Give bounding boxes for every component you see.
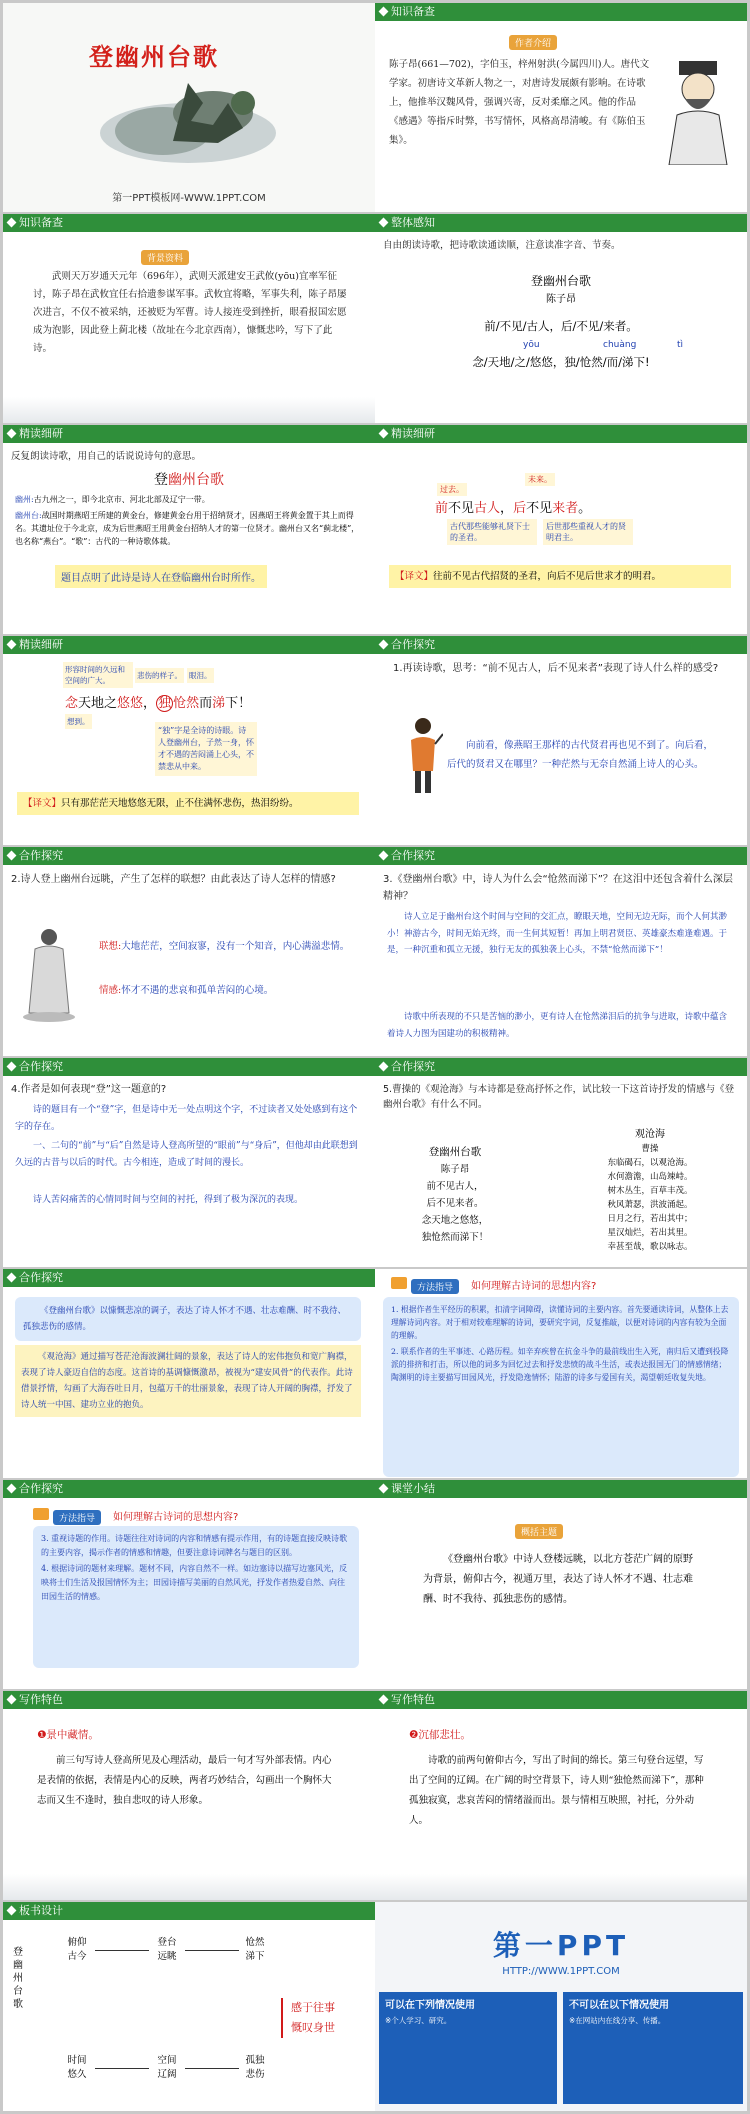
slide-q3 xyxy=(375,847,747,1056)
slide-header: 写作特色 xyxy=(375,1691,747,1709)
board-node: 空间辽阔 xyxy=(157,2055,177,2080)
slide-footer-text: 第一PPT模板网-WWW.1PPT.COM xyxy=(112,193,266,204)
teacher-figure-icon xyxy=(403,716,443,796)
slide-header: 知识备查 xyxy=(3,214,375,232)
slide-header: 合作探究 xyxy=(375,636,747,654)
slide-end xyxy=(375,1902,747,2111)
slide-q5 xyxy=(375,1058,747,1267)
slide-background xyxy=(3,214,375,423)
slide-header: 合作探究 xyxy=(3,1480,375,1498)
right-poem-author: 曹操 xyxy=(641,1144,659,1154)
notes-title-b: 幽州台歌 xyxy=(168,472,224,488)
background-text: 武则天万岁通天元年（696年），武则天派建安王武攸(yōu)宜率军征讨，陈子昂在武攸宜任右拾遗参谋军事。武攸宜将略，军事失利，陈子昂屡次进言，不仅不被采纳，还被贬为军曹。诗人接连受到挫折，眼看报国宏愿成为泡影，因此登上蓟北楼（故址在今北京西南），慷慨悲吟，写下了此诗。 xyxy=(33,271,347,354)
author-text: 陈子昂(661—702)，字伯玉，梓州射洪(今属四川)人。唐代文学家。初唐诗文革新人物之一，对唐诗发展颇有影响。在诗歌上，他推举汉魏风骨，强调兴寄，反对柔靡之风。他的作品《感遇》等指斥时弊，书写情怀，风格高昂清峻。有《陈伯玉集》。 xyxy=(389,59,650,146)
answer-3: 诗人立足于幽州台这个时间与空间的交汇点，瞭眼天地，空间无边无际，而个人何其渺小！神游古今，时间无始无终，而一生何其短暂！再加上明君贤臣、英雄豪杰难逢难遇。于是，一种沉重和孤立无援，独行无友的孤独袭上心头，不禁“怆然而涕下”！ xyxy=(387,912,728,955)
method-badge: 方法指导 xyxy=(53,1506,101,1525)
pinyin-you: yōu xyxy=(523,340,540,350)
method-point-2: 2. 联系作者的生平事迹、心路历程。如辛弃疾曾在抗金斗争的最前线出生入死，南归后又遭到投降派的排挤和打击，所以他的词多为回忆过去和抒发悲愤的战斗生活，或表达报国无门的情感情绪；陶渊明的诗主要描写田园风光，抒发隐逸情怀；陆游的诗多与爱国有关，渴望朝廷收复失地。 xyxy=(391,1347,729,1382)
bubble-think: 想到。 xyxy=(65,714,92,729)
answer-2b: 情感:怀才不遇的悲哀和孤单苦闷的心境。 xyxy=(99,985,274,996)
feature-title: ❶景中藏情。 xyxy=(37,1729,99,1741)
poet-figure-icon xyxy=(19,923,79,1023)
end-left-title: 可以在下列情况使用 xyxy=(385,2000,475,2011)
slide-feature-1 xyxy=(3,1691,375,1900)
slide-q1 xyxy=(375,636,747,845)
right-poem-line: 水何澹澹，山岛竦峙。 xyxy=(607,1172,693,1182)
end-left-panel xyxy=(379,1992,557,2104)
landscape-ink-painting xyxy=(93,73,283,168)
translation-box: 【译文】往前不见古代招贤的圣君，向后不见后世求才的明君。 xyxy=(389,565,731,588)
bottom-band xyxy=(3,397,375,423)
answer-4a: 诗的题目有一个“登”字，但是诗中无一处点明这个字，不过读者又处处感到有这个字的存在。 xyxy=(15,1105,358,1132)
right-poem-line: 秋风萧瑟，洪波涌起。 xyxy=(607,1200,693,1210)
method-box xyxy=(33,1526,359,1668)
slide-summary xyxy=(375,1480,747,1689)
slide-method-1 xyxy=(375,1269,747,1478)
slide-header: 精读细研 xyxy=(3,425,375,443)
right-poem-line: 树木丛生，百草丰茂。 xyxy=(607,1186,693,1196)
book-icon xyxy=(391,1277,407,1289)
notes-summary: 题目点明了此诗是诗人在登临幽州台时所作。 xyxy=(55,565,267,588)
method-box xyxy=(383,1297,739,1477)
eye-of-poem-note: “独”字是全诗的诗眼。诗人登幽州台，子然一身，怀才不遇的苦闷涌上心头，不禁悲从中来。 xyxy=(155,722,257,776)
left-poem-author: 陈子昂 xyxy=(440,1164,470,1175)
end-left-note: ※个人学习、研究。 xyxy=(385,2016,452,2025)
question-3: 3.《登幽州台歌》中，诗人为什么会“怆然而涕下”？在这泪中还包含着什么深层精神？ xyxy=(383,874,733,902)
slide-header: 知识备查 xyxy=(375,3,747,21)
board-arrow xyxy=(95,2068,149,2069)
note-future-kings: 后世那些重视人才的贤明君主。 xyxy=(543,519,633,545)
feature-title: ❷沉郁悲壮。 xyxy=(409,1729,471,1741)
poem-author: 陈子昂 xyxy=(546,294,576,305)
board-conclusion xyxy=(281,1998,335,2038)
notes-intro: 反复朗读诗歌，用自己的话说说诗句的意思。 xyxy=(11,451,202,462)
end-url: HTTP://WWW.1PPT.COM xyxy=(502,1966,620,1977)
slide-q4 xyxy=(3,1058,375,1267)
overall-intro: 自由朗读诗歌，把诗歌读通读顺，注意读准字音、节奏。 xyxy=(383,240,621,251)
slide-overall xyxy=(375,214,747,423)
slide-header: 精读细研 xyxy=(3,636,375,654)
left-poem-line: 后不见来者。 xyxy=(426,1198,484,1209)
right-poem-line: 东临碣石，以观沧海。 xyxy=(607,1158,693,1168)
background-badge: 背景资料 xyxy=(141,246,189,265)
slide-q2 xyxy=(3,847,375,1056)
left-poem-line: 独怆然而涕下！ xyxy=(421,1232,489,1243)
right-poem-line: 星汉灿烂，若出其里。 xyxy=(607,1228,693,1238)
bubble-sad: 悲伤的样子。 xyxy=(135,668,184,683)
method-point-3: 3. 重视诗题的作用。诗题往往对诗词的内容和情感有提示作用，有的诗题直接反映诗歌的主要内容，揭示作者的情感和情趣，但要注意诗词牌名与题目的区别。 xyxy=(41,1534,348,1557)
slide-title-notes xyxy=(3,425,375,634)
board-node: 孤独悲伤 xyxy=(245,2055,265,2080)
notes-title xyxy=(3,469,375,489)
label-past: 过去。 xyxy=(437,483,467,496)
feature-text: 前三句写诗人登高所见及心理活动，最后一句才写外部表情。内心是表情的依据，表情是内心的反映，两者巧妙结合，勾画出一个胸怀大志而又生不逢时，独自悲叹的诗人形象。 xyxy=(37,1755,332,1806)
compare-box-2: 《观沧海》通过描写苍茫沧海波澜壮阔的景象，表达了诗人的宏伟抱负和宽广胸襟，表现了诗人豪迈自信的态度。这首诗的基调慷慨激昂，被视为“建安风骨”的代表作。此诗借景抒情，勾画了大海吞吐日月，包蕴万千的壮丽景象，表现了诗人开阔的胸襟，抒发了诗人统一中国、建功立业的抱负。 xyxy=(15,1345,361,1417)
poem-line-2: 念/天地/之/悠悠，独/怆然/而/涕下! xyxy=(472,355,650,369)
left-poem-line: 前不见古人， xyxy=(426,1181,484,1192)
label-future: 未来。 xyxy=(525,473,555,486)
author-portrait xyxy=(657,55,739,165)
slide-feature-2 xyxy=(375,1691,747,1900)
line2-text: 念天地之悠悠， 独 怆然而涕下！ xyxy=(65,696,252,711)
board-arrow xyxy=(185,1950,239,1951)
bubble-tears: 眼泪。 xyxy=(187,668,214,683)
slide-header: 合作探究 xyxy=(3,847,375,865)
poem-title: 登幽州台歌 xyxy=(530,274,591,288)
left-poem-title: 登幽州台歌 xyxy=(428,1146,482,1158)
board-conclusion-2: 慨叹身世 xyxy=(291,2021,335,2034)
slide-header: 合作探究 xyxy=(375,847,747,865)
question-1: 1.再读诗歌，思考：“前不见古人，后不见来者”表现了诗人什么样的感受? xyxy=(393,663,719,674)
method-badge: 方法指导 xyxy=(411,1275,459,1294)
slide-header: 合作探究 xyxy=(3,1269,375,1287)
slide-header: 合作探究 xyxy=(3,1058,375,1076)
compare-box-1: 《登幽州台歌》以慷慨悲凉的调子，表达了诗人怀才不遇、壮志难酬、时不我待、孤独悲伤的感情。 xyxy=(15,1297,361,1341)
slide-header: 精读细研 xyxy=(375,425,747,443)
board-node: 时间悠久 xyxy=(67,2055,87,2080)
bottom-band xyxy=(3,1874,375,1900)
slide-header: 板书设计 xyxy=(3,1902,375,1920)
end-right-note: ※在网站内在线分享、传播。 xyxy=(569,2016,666,2025)
board-arrow xyxy=(185,2068,239,2069)
right-poem-line: 日月之行，若出其中； xyxy=(607,1214,693,1224)
theme-badge: 概括主题 xyxy=(515,1520,563,1539)
question-5: 5.曹操的《观沧海》与本诗都是登高抒怀之作，试比较一下这首诗抒发的情感与《登幽州台歌》有什么不同。 xyxy=(383,1084,735,1110)
summary-text: 《登幽州台歌》中诗人登楼远眺，以北方苍茫广阔的原野为背景，俯仰古今，视通万里，表达了诗人怀才不遇、壮志难酬、时不我待、孤独悲伤的感情。 xyxy=(423,1554,693,1605)
method-point-4: 4. 根据诗词的题材来理解。题材不同，内容自然不一样。如边塞诗以描写边塞风光，反映将士们生活及报国情怀为主；田园诗描写美丽的自然风光，抒发作者热爱自然、向往田园生活的情感。 xyxy=(41,1564,348,1601)
end-logo: 第一PPT xyxy=(492,1929,630,1962)
board-root: 登幽州台歌 xyxy=(13,1947,23,2010)
slide-title xyxy=(3,3,375,212)
bubble-vast: 形容时间的久远和空间的广大。 xyxy=(63,662,133,688)
method-question: 如何理解古诗词的思想内容? xyxy=(113,1512,239,1523)
slide-board-design xyxy=(3,1902,375,2111)
slide-line1 xyxy=(375,425,747,634)
slide-header: 写作特色 xyxy=(3,1691,375,1709)
question-2: 2.诗人登上幽州台远眺，产生了怎样的联想？由此表达了诗人怎样的情感? xyxy=(11,874,336,885)
left-poem xyxy=(395,1144,515,1246)
slide-header: 整体感知 xyxy=(375,214,747,232)
slide-author xyxy=(375,3,747,212)
poem-line-1: 前/不见/古人，后/不见/来者。 xyxy=(484,319,638,333)
board-node: 俯仰古今 xyxy=(67,1937,87,1962)
end-right-title: 不可以在以下情况使用 xyxy=(569,2000,669,2011)
end-right-panel xyxy=(563,1992,743,2104)
answer-4b: 一、二句的“前”与“后”自然是诗人登高所望的“眼前”与“身后”，但他却由此联想到久远的古昔与以后的时代。古今相连，造成了时间的漫长。 xyxy=(15,1141,358,1168)
line1-text: 前不见古人，后不见来者。 xyxy=(435,501,592,516)
method-question: 如何理解古诗词的思想内容? xyxy=(471,1281,597,1292)
feature-text: 诗歌的前两句俯仰古今，写出了时间的绵长。第三句登台远望，写出了空间的辽阔。在广阔的时空背景下，诗人则“独怆然而涕下”，那种孤独寂寞，悲哀苦闷的情绪溢而出。景与情相互映照，衬托，分外动人。 xyxy=(409,1755,704,1826)
board-node: 登台远眺 xyxy=(157,1937,177,1962)
answer-2a: 联想:大地茫茫，空间寂寥，没有一个知音，内心满溢悲情。 xyxy=(99,941,350,952)
author-badge: 作者介绍 xyxy=(509,31,557,50)
right-poem xyxy=(575,1128,725,1254)
book-icon xyxy=(33,1508,49,1520)
slide-header: 课堂小结 xyxy=(375,1480,747,1498)
pinyin-ti: tì xyxy=(677,340,684,350)
slide-line2 xyxy=(3,636,375,845)
board-node: 怆然涕下 xyxy=(245,1937,265,1962)
note-1: 幽州:古九州之一，即今北京市、河北北部及辽宁一带。 xyxy=(15,495,210,504)
note-sage-kings: 古代那些能够礼贤下士的圣君。 xyxy=(447,519,537,545)
question-4: 4.作者是如何表现“登”这一题意的? xyxy=(11,1084,167,1095)
board-arrow xyxy=(95,1950,149,1951)
note-2: 幽州台:战国时期燕昭王所建的黄金台，修建黄金台用于招纳贤才，因燕昭王将黄金置于其上而得名。其遗址位于今北京，成为后世燕昭王用黄金台招纳人才的第一位贤才。幽州台又名“蓟北楼”，也名称“燕台”。“歌”：古代的一种诗歌体裁。 xyxy=(15,511,360,546)
left-poem-line: 念天地之悠悠， xyxy=(421,1215,489,1226)
board-conclusion-1: 感于往事 xyxy=(291,2001,335,2014)
pinyin-chuang: chuàng xyxy=(603,340,637,350)
right-poem-title: 观沧海 xyxy=(635,1129,665,1140)
slide-header: 合作探究 xyxy=(375,1058,747,1076)
translation-box: 【译文】只有那茫茫天地悠悠无限，止不住满怀悲伤，热泪纷纷。 xyxy=(17,792,359,815)
bottom-band xyxy=(375,1874,747,1900)
slide-title-text: 登幽州台歌 xyxy=(89,42,219,71)
slide-compare xyxy=(3,1269,375,1478)
answer-3b: 诗歌中所表现的不只是苦恼的渺小，更有诗人在怆然涕泪后的抗争与进取，诗歌中蕴含着诗人力图为国建功的积极精神。 xyxy=(387,1012,728,1039)
answer-1: 向前看，像燕昭王那样的古代贤君再也见不到了。向后看，后代的贤君又在哪里？一种茫然与无奈自然涌上诗人的心头。 xyxy=(447,740,714,770)
notes-title-a: 登 xyxy=(154,472,168,488)
slide-method-2 xyxy=(3,1480,375,1689)
answer-4c: 诗人苦闷痛苦的心情同时间与空间的衬托，得到了极为深沉的表现。 xyxy=(33,1195,304,1205)
right-poem-line: 幸甚至哉，歌以咏志。 xyxy=(607,1242,693,1252)
method-point-1: 1. 根据作者生平经历的积累，扣清字词障碍，读懂诗词的主要内容。首先要通读诗词，从整体上去理解诗词内容。对于相对较难理解的诗词，要研究字词，反复推敲，以便对诗词的内容有较为全面的理解。 xyxy=(391,1305,729,1340)
